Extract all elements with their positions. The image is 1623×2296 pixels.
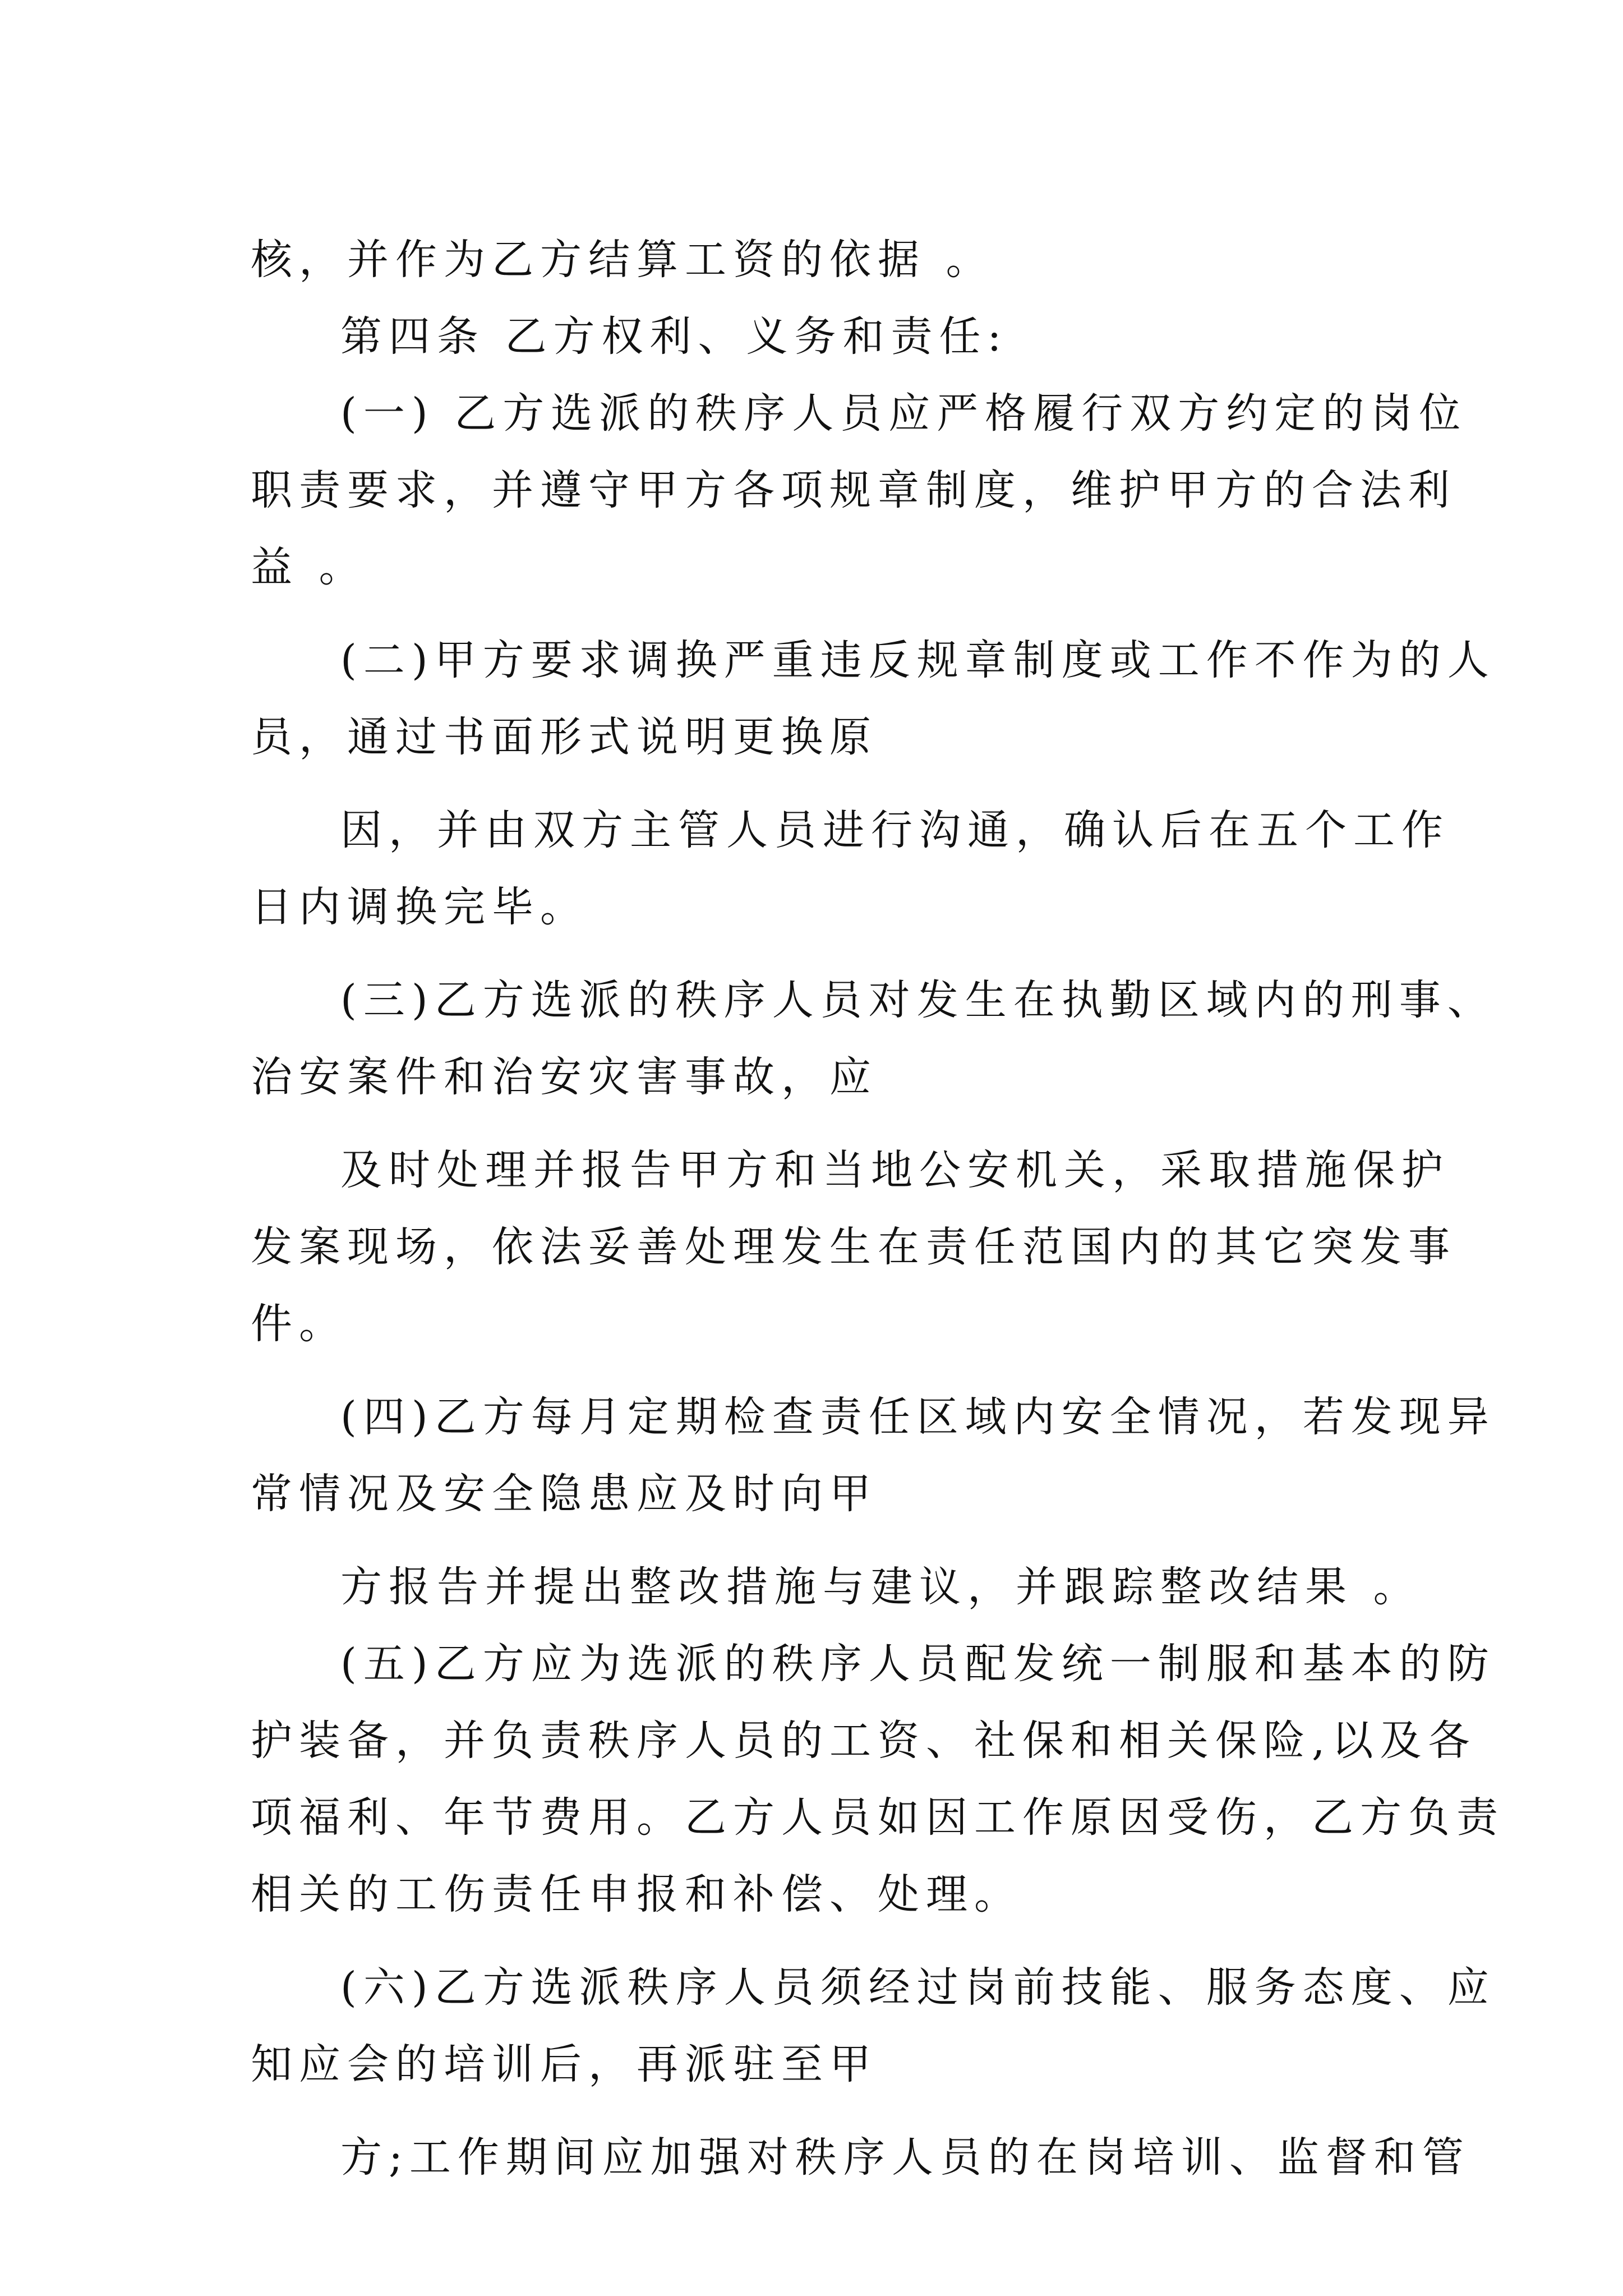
article-heading: 第四条 乙方权利、义务和责任:	[340, 312, 1008, 361]
clause-5-line: 项福利、年节费用。乙方人员如因工作原因受伤，乙方负责	[251, 1793, 1505, 1842]
clause-4-line: 方报告并提出整改措施与建议，并跟踪整改结果 。	[340, 1563, 1422, 1611]
clause-3-line: (三)乙方选派的秩序人员对发生在执勤区域内的刑事、	[340, 976, 1496, 1024]
clause-4-line: 常情况及安全隐患应及时向甲	[251, 1470, 878, 1518]
clause-3-line: 件。	[251, 1300, 347, 1348]
clause-2-line: 因，并由双方主管人员进行沟通，确认后在五个工作	[340, 806, 1450, 854]
clause-6-line: 方;工作期间应加强对秩序人员的在岗培训、监督和管	[340, 2133, 1470, 2182]
clause-3-line: 治安案件和治安灾害事故，应	[251, 1053, 878, 1101]
clause-4-line: (四)乙方每月定期检查责任区域内安全情况，若发现异	[340, 1393, 1496, 1441]
clause-2-line: 员，通过书面形式说明更换原	[251, 713, 878, 761]
clause-6-line: (六)乙方选派秩序人员须经过岗前技能、服务态度、应	[340, 1963, 1496, 2012]
clause-3-line: 及时处理并报告甲方和当地公安机关，采取措施保护	[340, 1146, 1450, 1194]
clause-1-line: 职责要求，并遵守甲方各项规章制度，维护甲方的合法利	[251, 466, 1456, 514]
document-body	[251, 222, 1505, 2196]
clause-3-line: 发案现场，依法妥善处理发生在责任范国内的其它突发事	[251, 1223, 1456, 1271]
clause-2-line: (二)甲方要求调换严重违反规章制度或工作不作为的人	[340, 636, 1496, 684]
clause-1-line: 益 。	[251, 543, 367, 591]
clause-2-line: 日内调换完毕。	[251, 883, 588, 931]
clause-5-line: 护装备，并负责秩序人员的工资、社保和相关保险,以及各	[251, 1717, 1477, 1765]
clause-5-line: 相关的工伤责任申报和补偿、处理。	[251, 1870, 1022, 1918]
clause-1-line: (一) 乙方选派的秩序人员应严格履行双方约定的岗位	[340, 389, 1468, 438]
text-line: 核，并作为乙方结算工资的依据 。	[251, 236, 994, 284]
clause-5-line: (五)乙方应为选派的秩序人员配发统一制服和基本的防	[340, 1640, 1496, 1688]
clause-6-line: 知应会的培训后，再派驻至甲	[251, 2040, 878, 2088]
